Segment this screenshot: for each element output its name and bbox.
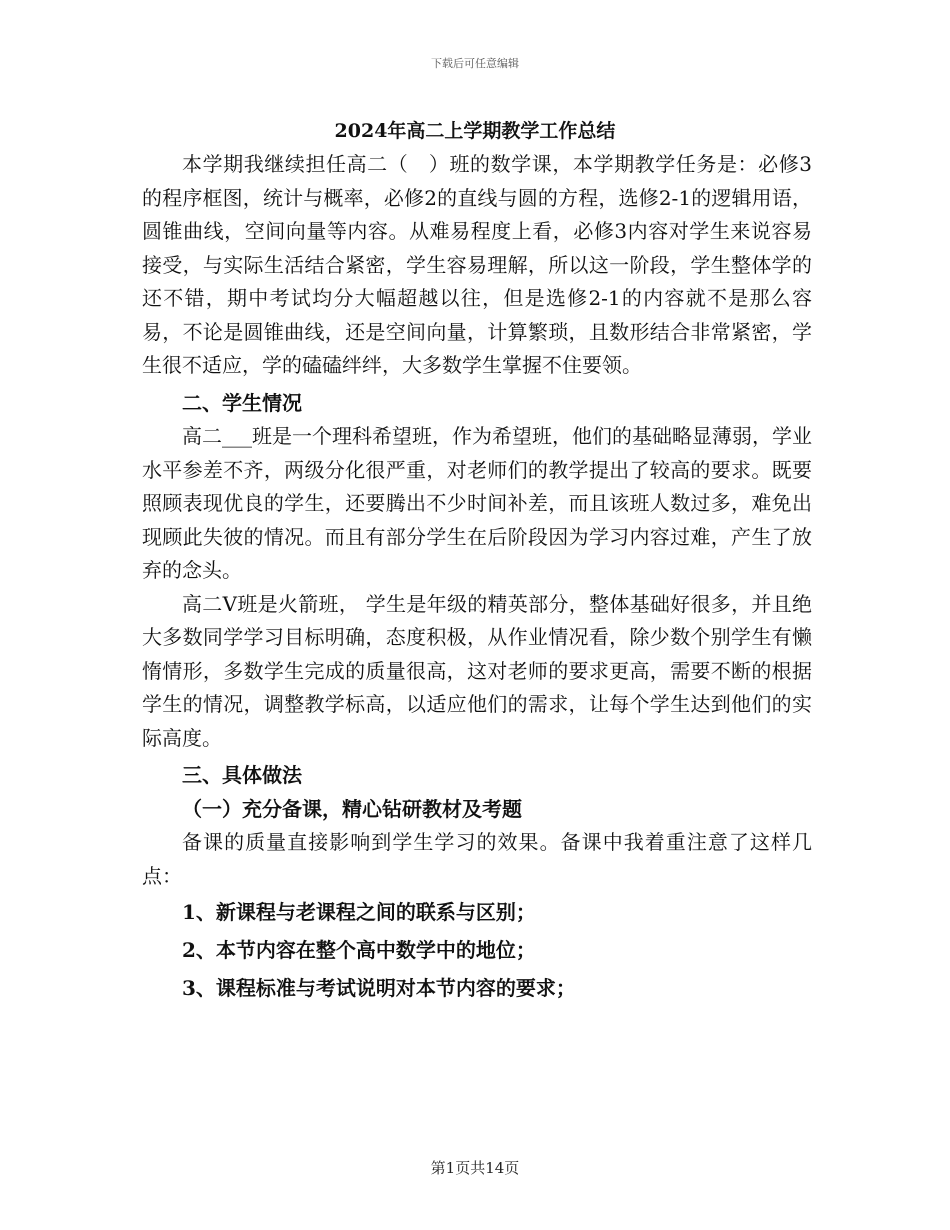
section-heading-students: 二、学生情况 — [182, 390, 302, 415]
subsection-heading-preparation: （一）充分备课，精心钻研教材及考题 — [182, 796, 522, 821]
document-title: 2024年高二上学期教学工作总结 — [334, 120, 616, 142]
intro-paragraph: 本学期我继续担任高二（ ）班的数学课，本学期教学任务是：必修3的程序框图，统计与概率，必修2的直线与圆的方程，选修2-1的逻辑用语，圆锥曲线，空间向量等内容。从难易程度上看，必修3内容对学生来说容易接受，与实际生活结合紧密，学生容易理解，所以这一阶段，学生整体学的还不错，期中考试均分大幅超越以往，但是选修2-1的内容就不是那么容易，不论是圆锥曲线，还是空间向量，计算繁琐，且数形结合非常紧密，学生很不适应，学的磕磕绊绊，大多数学生掌握不住要领。 — [142, 152, 812, 377]
list-item: 1、新课程与老课程之间的联系与区别； — [182, 900, 536, 924]
document-body — [142, 148, 812, 1007]
page-footer: 第1页共14页 — [430, 1159, 520, 1177]
header-note: 下载后可任意编辑 — [431, 57, 519, 70]
preparation-paragraph: 备课的质量直接影响到学生学习的效果。备课中我着重注意了这样几点： — [142, 830, 812, 888]
list-item: 3、课程标准与考试说明对本节内容的要求； — [182, 976, 576, 1000]
class-a-paragraph: 高二___班是一个理科希望班，作为希望班，他们的基础略显薄弱，学业水平参差不齐，两级分化很严重，对老师们的教学提出了较高的要求。既要照顾表现优良的学生，还要腾出不少时间补差，而且该班人数过多，难免出现顾此失彼的情况。而且有部分学生在后阶段因为学习内容过难，产生了放弃的念头。 — [142, 424, 812, 582]
list-item: 2、本节内容在整个高中数学中的地位； — [182, 938, 536, 962]
section-heading-methods: 三、具体做法 — [182, 763, 302, 787]
class-b-paragraph: 高二Ⅴ班是火箭班， 学生是年级的精英部分，整体基础好很多，并且绝大多数同学学习目标明确，态度积极，从作业情况看，除少数个别学生有懒惰情形，多数学生完成的质量很高，这对老师的要求更高，需要不断的根据学生的情况，调整教学标高，以适应他们的需求，让每个学生达到他们的实际高度。 — [142, 591, 812, 750]
